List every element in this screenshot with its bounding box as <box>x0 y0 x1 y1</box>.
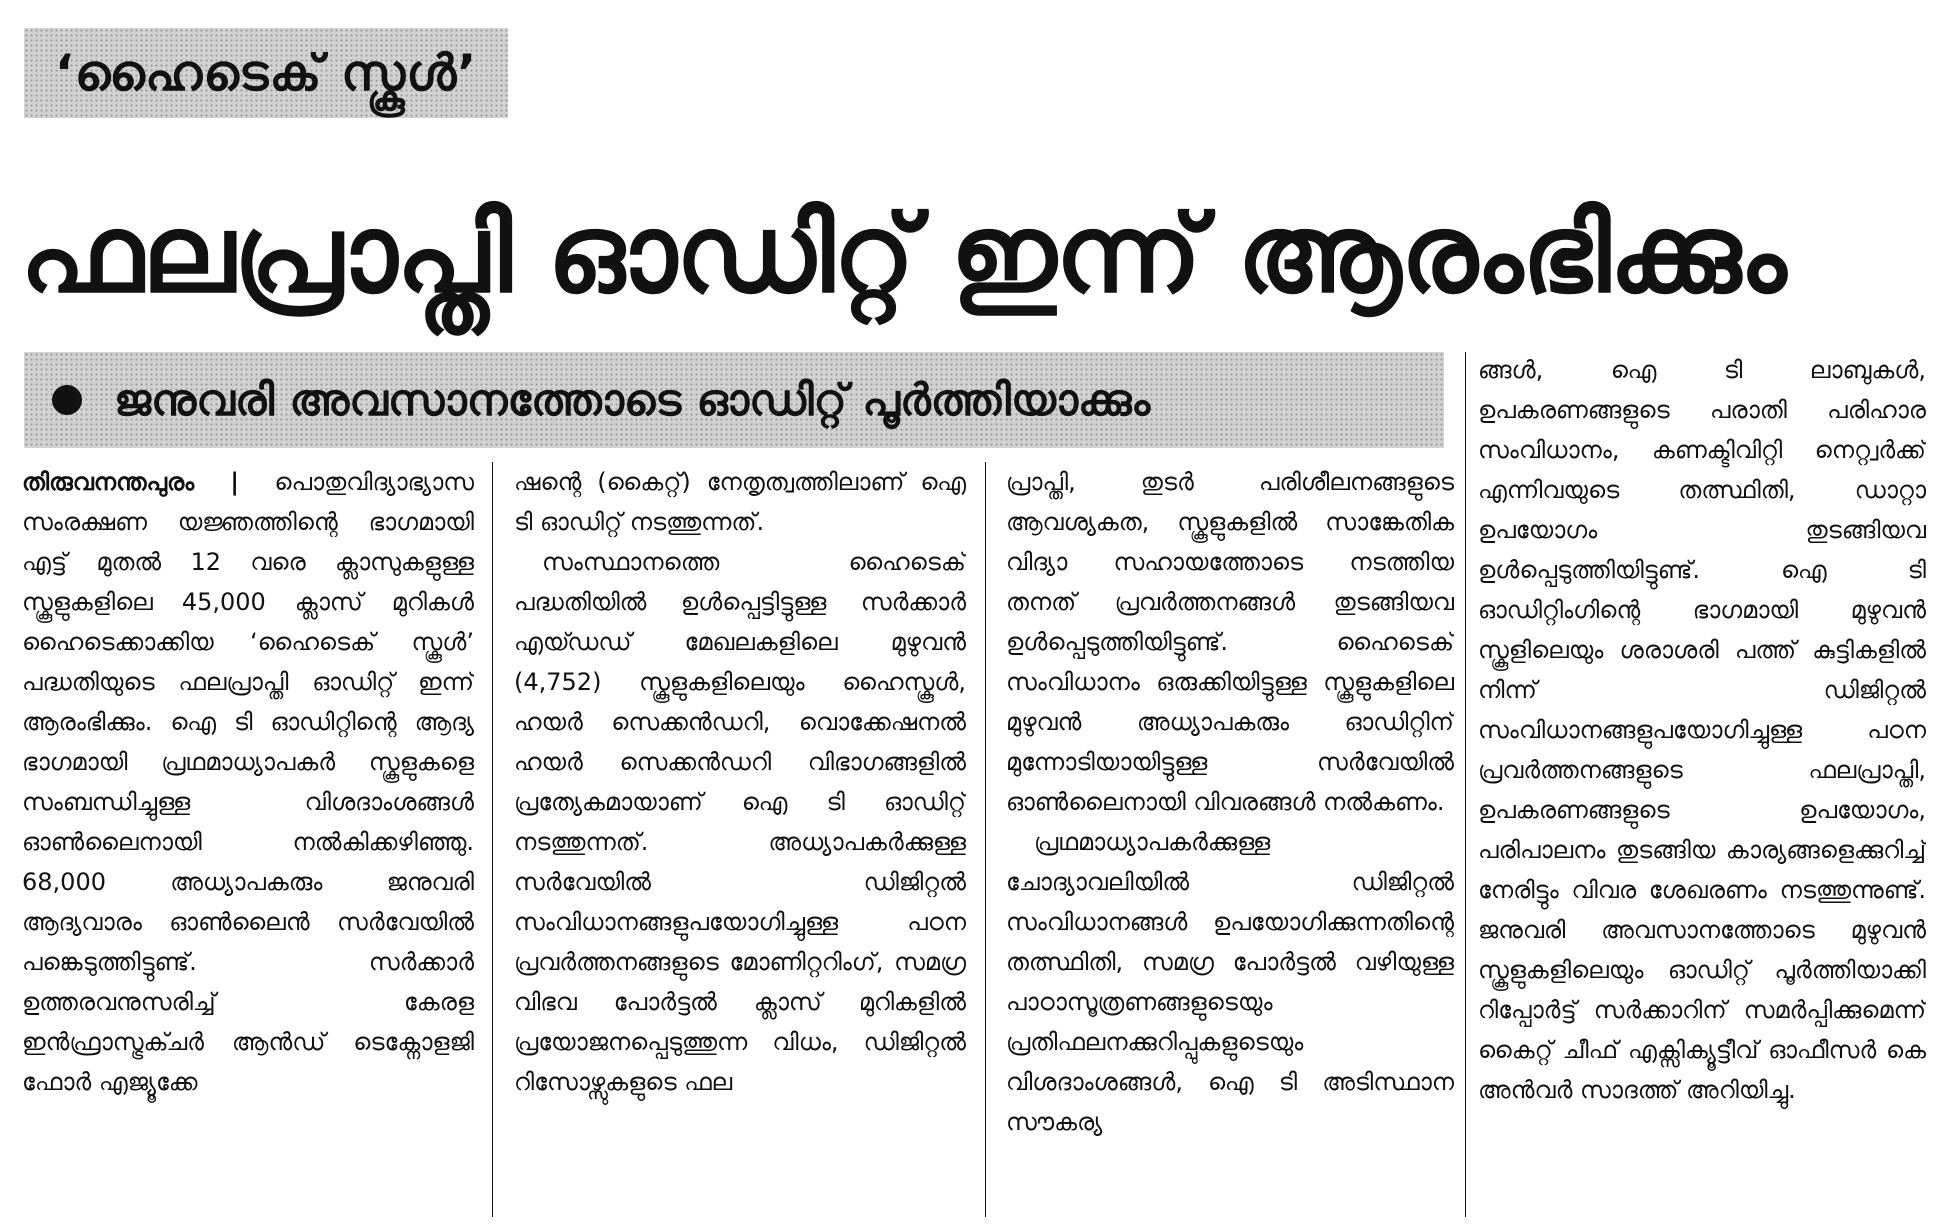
column-divider <box>492 462 493 1217</box>
kicker-text: ‘ഹൈടെക് സ്കൂൾ’ <box>54 43 478 102</box>
paragraph: പ്രഥമാധ്യാപകർക്കുള്ള ചോദ്യാവലിയിൽ ഡിജിറ്റൽ സംവിധാനങ്ങൾ ഉപയോഗിക്കുന്നതിന്റെ തത്സ്ഥിതി, സമഗ്ര പോർട്ടൽ വഴിയുള്ള പാഠാസൂത്രണങ്ങളുടെയും പ്രതിഫലനക്കുറിപ്പുകളുടെയും വിശദാംശങ്ങൾ, ഐ ടി അടിസ്ഥാന സൗകര്യ <box>1006 828 1454 1136</box>
paragraph: ങ്ങൾ, ഐ ടി ലാബുകൾ, ഉപകരണങ്ങളുടെ പരാതി പരിഹാര സംവിധാനം, കണക്ടിവിറ്റി നെറ്റ്വർക്ക് എന്നിവയുടെ തത്സ്ഥിതി, ഡാറ്റാ ഉപയോഗം തുടങ്ങിയവ ഉൾപ്പെടുത്തിയിട്ടുണ്ട്. ഐ ടി ഓഡിറ്റിംഗിന്റെ ഭാഗമായി മുഴുവൻ സ്കൂളിലെയും ശരാശരി പത്ത് കുട്ടികളിൽ നിന്ന് ഡിജിറ്റൽ സംവിധാനങ്ങളുപയോഗിച്ചുള്ള പഠന പ്രവർത്തനങ്ങളുടെ ഫലപ്രാപ്തി, ഉപകരണങ്ങളുടെ ഉപയോഗം, പരിപാലനം തുടങ്ങിയ കാര്യങ്ങളെക്കുറിച്ച് നേരിട്ടും വിവര ശേഖരണം നടത്തുന്നുണ്ട്. ജനുവരി അവസാനത്തോടെ മുഴുവൻ സ്കൂളുകളിലെയും ഓഡിറ്റ് പൂർത്തിയാക്കി റിപ്പോർട്ട് സർക്കാറിന് സമർപ്പിക്കുമെന്ന് കൈറ്റ് ചീഫ് എക്സിക്യൂട്ടീവ് ഓഫീസർ കെ അൻവർ സാദത്ത് അറിയിച്ചു. <box>1478 356 1926 1104</box>
article-column-4 <box>1478 350 1926 1222</box>
subheadline-box <box>24 352 1444 448</box>
article-column-3 <box>1006 462 1454 1222</box>
article-column-1 <box>22 462 474 1222</box>
article-column-2 <box>514 462 966 1222</box>
column-divider <box>1465 352 1466 1217</box>
section-kicker <box>24 28 508 118</box>
paragraph-text: പൊതുവിദ്യാഭ്യാസ സംരക്ഷണ യജ്ഞത്തിന്റെ ഭാഗമായി എട്ട് മുതൽ 12 വരെ ക്ലാസുകളുള്ള സ്കൂളുകളിലെ 45,000 ക്ലാസ് മുറികൾ ഹൈടെക്കാക്കിയ ‘ഹൈടെക് സ്കൂൾ’ പദ്ധതിയുടെ ഫലപ്രാപ്തി ഓഡിറ്റ് ഇന്ന് ആരംഭിക്കും. ഐ ടി ഓഡിറ്റിന്റെ ആദ്യ ഭാഗമായി പ്രഥമാധ്യാപകർ സ്കൂളുകളെ സംബന്ധിച്ചുള്ള വിശദാംശങ്ങൾ ഓൺലൈനായി നൽകിക്കഴിഞ്ഞു. 68,000 അധ്യാപകരും ജനുവരി ആദ്യവാരം ഓൺലൈൻ സർവേയിൽ പങ്കെടുത്തിട്ടുണ്ട്. സർക്കാർ ഉത്തരവനുസരിച്ച് കേരള ഇൻഫ്രാസ്ട്രക്ചർ ആൻഡ് ടെക്നോളജി ഫോർ എജ്യൂക്കേ <box>22 468 474 1096</box>
paragraph: പ്രാപ്തി, തുടർ പരിശീലനങ്ങളുടെ ആവശ്യകത, സ്കൂളുകളിൽ സാങ്കേതിക വിദ്യാ സഹായത്തോടെ നടത്തിയ തനത് പ്രവർത്തനങ്ങൾ തുടങ്ങിയവ ഉൾപ്പെടുത്തിയിട്ടുണ്ട്. ഹൈടെക് സംവിധാനം ഒരുക്കിയിട്ടുള്ള സ്കൂളുകളിലെ മുഴുവൻ അധ്യാപകരും ഓഡിറ്റിന് മുന്നോടിയായിട്ടുള്ള സർവേയിൽ ഓൺലൈനായി വിവരങ്ങൾ നൽകണം. <box>1006 468 1454 816</box>
dateline: തിരുവനന്തപുരം | <box>22 468 240 496</box>
paragraph <box>22 462 474 1102</box>
subheadline: ജനുവരി അവസാനത്തോടെ ഓഡിറ്റ് പൂർത്തിയാക്കും <box>114 374 1151 426</box>
headline: ഫലപ്രാപ്തി ഓഡിറ്റ് ഇന്ന് ആരംഭിക്കും <box>20 192 1786 317</box>
column-divider <box>985 462 986 1217</box>
paragraph: സംസ്ഥാനത്തെ ഹൈടെക് പദ്ധതിയിൽ ഉൾപ്പെട്ടിട്ടുള്ള സർക്കാർ എയ്ഡഡ് മേഖലകളിലെ മുഴുവൻ (4,752) സ്കൂളുകളിലെയും ഹൈസ്കൂൾ, ഹയർ സെക്കൻഡറി, വൊക്കേഷനൽ ഹയർ സെക്കൻഡറി വിഭാഗങ്ങളിൽ പ്രത്യേകമായാണ് ഐ ടി ഓഡിറ്റ് നടത്തുന്നത്. അധ്യാപകർക്കുള്ള സർവേയിൽ ഡിജിറ്റൽ സംവിധാനങ്ങളുപയോഗിച്ചുള്ള പഠന പ്രവർത്തനങ്ങളുടെ മോണിറ്ററിംഗ്, സമഗ്ര വിഭവ പോർട്ടൽ ക്ലാസ് മുറികളിൽ പ്രയോജനപ്പെടുത്തുന്ന വിധം, ഡിജിറ്റൽ റിസോഴ്സുകളുടെ ഫല <box>514 548 966 1096</box>
paragraph: ഷന്റെ (കൈറ്റ്) നേതൃത്വത്തിലാണ് ഐ ടി ഓഡിറ്റ് നടത്തുന്നത്. <box>514 468 966 536</box>
bullet-icon <box>52 385 82 415</box>
